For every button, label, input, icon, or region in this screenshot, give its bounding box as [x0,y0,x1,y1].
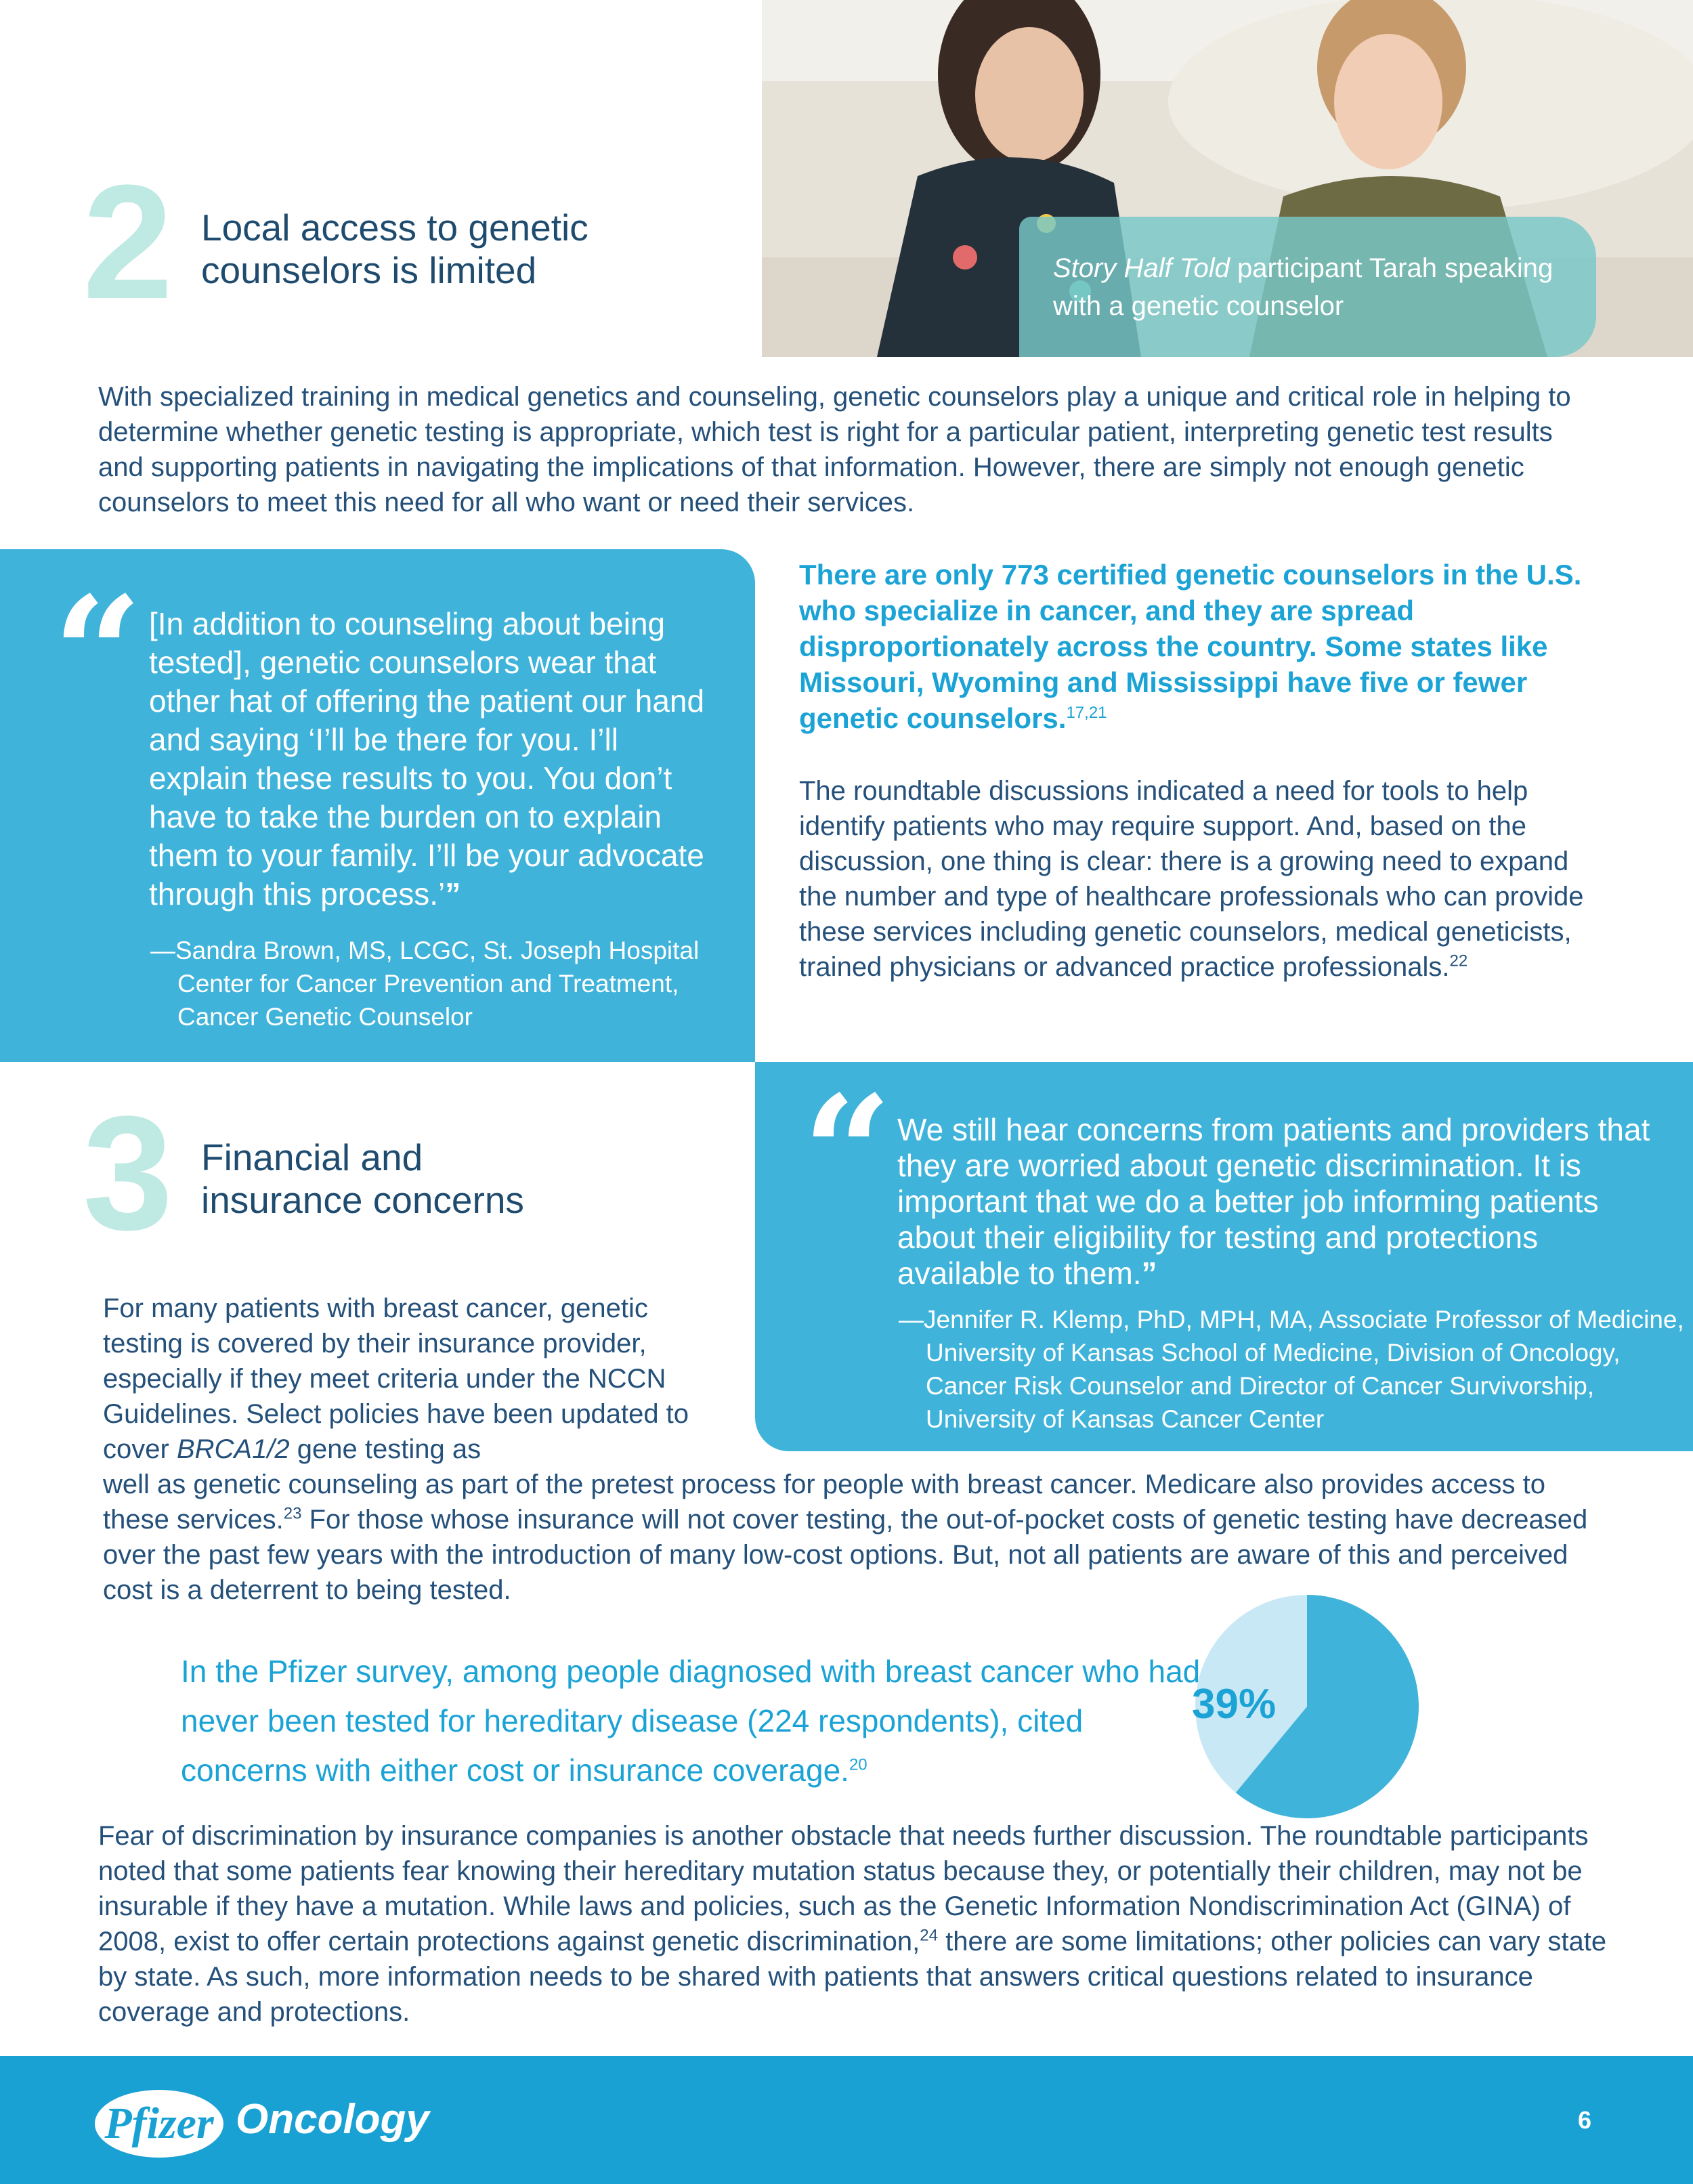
caption-program-name: Story Half Told [1053,253,1230,283]
section3-body-b: gene testing as [289,1434,481,1464]
discrimination-paragraph [98,1818,1615,2030]
oncology-logo-text: Oncology [236,2096,429,2143]
survey-callout [181,1647,1210,1795]
page-number: 6 [1578,2106,1592,2134]
stat-callout [799,557,1632,736]
quote-body: We still hear concerns from patients and providers that they are worried about genetic discrimination. It is important that we do a better job informing patients about their eligibility for testing and protections available to them. [897,1112,1650,1291]
roundtable-paragraph [799,773,1598,985]
section3-body-c: well as genetic counseling as part of the pretest process for people with breast cancer. Medicare also provides access to these services. [103,1470,1546,1535]
photo-caption [1053,249,1588,325]
pie-percent-label: 39% [1192,1681,1277,1728]
section3-body-full [103,1467,1606,1608]
section3-ref: 23 [283,1504,302,1523]
stat-refs: 17,21 [1066,704,1107,722]
open-quote-icon: “ [53,563,143,746]
section2-body: With specialized training in medical genetics and counseling, genetic counselors play a unique and critical role in helping to determine whether genetic testing is appropriate, which test is right for a particular patient, interpreting genetic test results and supporting patients in navigating the implications of that information. However, there are simply not enough genetic counselors to meet this need for all who want or need their services. [98,382,1571,517]
photo-caption-box [1019,217,1596,357]
section3-body-d: For those whose insurance will not cover testing, the out-of-pocket costs of genetic testing have decreased over the past few years with the introduction of many low-cost options. But, not all patients are aware of this and perceived cost is a deterrent to being tested. [103,1505,1588,1605]
quote-text [149,605,725,914]
roundtable-ref: 22 [1449,951,1468,970]
quote-attribution: —Sandra Brown, MS, LCGC, St. Joseph Hospital Center for Cancer Prevention and Treatment, Cancer Genetic Counselor [150,937,700,1031]
caption-description: participant Tarah speaking with a genetic counselor [1053,253,1553,321]
close-quote-icon: ” [1141,1256,1157,1291]
open-quote-icon: “ [802,1062,893,1245]
section-number-3: 3 [83,1082,173,1264]
quote-box-klemp [755,1062,1693,1451]
quote-box-brown [0,549,755,1062]
section3-body-a: For many patients with breast cancer, genetic testing is covered by their insurance provider, especially if they meet criteria under the NCCN Guidelines. Select policies have been updated to cover [103,1293,689,1464]
survey-ref: 20 [849,1755,867,1774]
discrimination-text-a: Fear of discrimination by insurance companies is another obstacle that needs further discussion. The roundtable participants noted that some patients fear knowing their hereditary mutation status because they, or potentially their children, may not be insurable if they have a mutation. While laws and policies, such as the Genetic Information Nondiscrimination Act (GINA) of 2008, exist to offer certain protections against genetic discrimination, [98,1821,1589,1956]
close-quote-icon: ” [445,876,461,912]
quote-body: [In addition to counseling about being tested], genetic counselors wear that other hat of offering the patient our hand and saying ‘I’ll be there for you. I’ll explain these results to you. You don’t have to take the burden on to explain them to your family. I’ll be your advocate through this process.’ [149,606,705,912]
survey-pie-chart [1192,1591,1422,1822]
section-number-2: 2 [83,151,173,333]
footer-bar [0,2056,1693,2184]
survey-text: In the Pfizer survey, among people diagnosed with breast cancer who had never been tested for hereditary disease (224 respondents), cited concerns with either cost or insurance coverage. [181,1654,1201,1788]
discrimination-text-b: there are some limitations; other policies can vary state by state. As such, more information needs to be shared with patients that answers critical questions related to insurance coverage and protections. [98,1927,1607,2027]
pfizer-logo: Pfizer [95,2090,223,2158]
section3-body-column [103,1291,712,1467]
quote-text [897,1112,1663,1291]
roundtable-text: The roundtable discussions indicated a need for tools to help identify patients who may require support. And, based on the discussion, one thing is clear: there is a growing need to expand the number and type of healthcare professionals who can provide these services including genetic counselors, medical geneticists, trained physicians or advanced practice professionals. [799,776,1584,982]
quote-attribution: —Jennifer R. Klemp, PhD, MPH, MA, Associate Professor of Medicine, University of Kansas School of Medicine, Division of Oncology, Cancer Risk Counselor and Director of Cancer Survivorship, University of Kansas Cancer Center [899,1306,1684,1433]
stat-text: There are only 773 certified genetic counselors in the U.S. who specialize in cancer, and they are spread disproportionately across the country. Some states like Missouri, Wyoming and Mississippi have five or fewer genetic counselors. [799,559,1582,734]
section-title-2: Local access to genetic counselors is limited [201,207,588,291]
discrimination-ref: 24 [920,1926,938,1945]
gene-name: BRCA1/2 [176,1434,290,1464]
section-title-3: Financial and insurance concerns [201,1136,524,1221]
